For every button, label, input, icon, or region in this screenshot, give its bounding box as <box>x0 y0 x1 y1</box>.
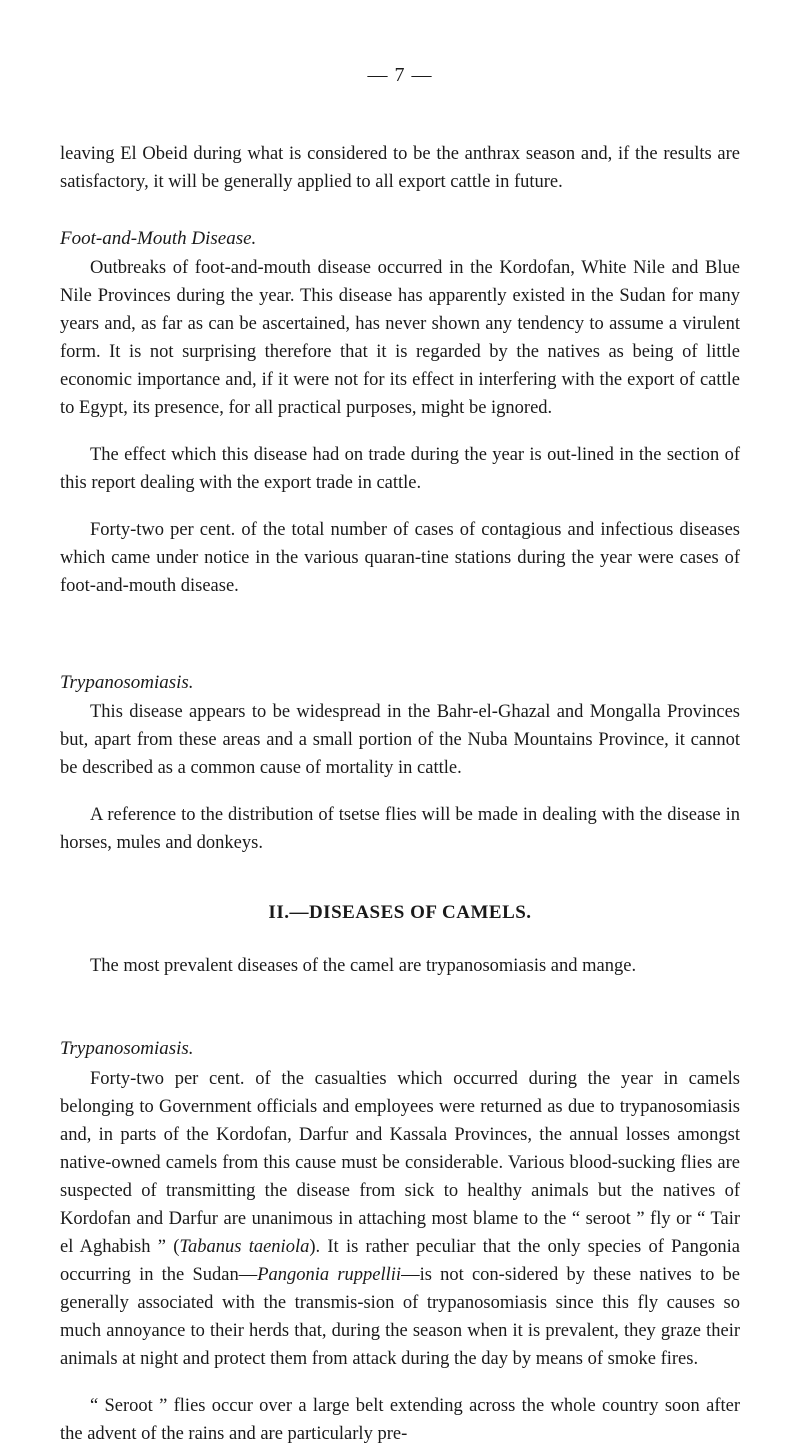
tryp-camels-text-c: —is not con-sidered by these natives to be generally associated with the transmis-sion of trypanosomiasis since this fly causes so much annoyance to their herds that, during the season when it is prevalent, they graze their animals at night and protect them from attack during the day by means of smoke fires. <box>60 1265 740 1369</box>
trypanosomiasis-cattle-heading: Trypanosomiasis. <box>60 672 194 693</box>
tryp-camels-text-a: Forty-two per cent. of the casualties which occurred during the year in camels belonging to Government officials and employees were returned as due to trypanosomiasis and, in parts of the Kordofan, Darfur and Kassala Provinces, the annual losses amongst native-owned camels from this cause must be considerable. Various blood-sucking flies are suspected of transmitting the disease from sick to healthy animals but the natives of Kordofan and Darfur are unanimous in attaching most blame to the “ seroot ” fly or “ Tair el Aghabish ” ( <box>60 1069 740 1257</box>
tryp-cattle-paragraph-1: This disease appears to be widespread in the Bahr-el-Ghazal and Mongalla Provinces but, apart from these areas and a small portion of the Nuba Mountains Province, it cannot be described as a common cause of mortality in cattle. <box>60 702 740 778</box>
fmd-paragraph-2: The effect which this disease had on trade during the year is out-lined in the section of this report dealing with the export trade in cattle. <box>60 445 740 493</box>
tryp-camels-text-b: ). It is rather peculiar that the only species of Pangonia occurring in the Sudan— <box>60 1237 740 1285</box>
intro-text: leaving El Obeid during what is considered to be the anthrax season and, if the results are satisfactory, it will be generally applied to all export cattle in future. <box>60 144 740 192</box>
fmd-heading: Foot-and-Mouth Disease. <box>60 228 257 249</box>
pangonia-name: Pangonia ruppellii <box>257 1265 402 1285</box>
intro-paragraph <box>60 140 740 196</box>
trypanosomiasis-camels-section <box>60 1065 740 1448</box>
trypanosomiasis-cattle-section <box>60 698 740 857</box>
camels-intro <box>60 952 740 980</box>
tryp-camels-paragraph-2: “ Seroot ” flies occur over a large belt extending across the whole country soon after the advent of the rains and are particularly pre- <box>60 1396 740 1444</box>
tryp-cattle-paragraph-2: A reference to the distribution of tsetse flies will be made in dealing with the disease in horses, mules and donkeys. <box>60 805 740 853</box>
fmd-paragraph-3: Forty-two per cent. of the total number of cases of contagious and infectious diseases which came under notice in the various quaran-tine stations during the year were cases of foot-and-mouth disease. <box>60 520 740 596</box>
trypanosomiasis-camels-heading: Trypanosomiasis. <box>60 1038 194 1059</box>
section-heading-camels: II.—DISEASES OF CAMELS. <box>268 902 532 923</box>
tryp-camels-paragraph-1 <box>60 1065 740 1373</box>
page-number: — 7 — <box>367 64 433 86</box>
fmd-paragraph-1: Outbreaks of foot-and-mouth disease occurred in the Kordofan, White Nile and Blue Nile Provinces during the year. This disease has apparently existed in the Sudan for many years and, as far as can be ascertained, has never shown any tendency to assume a virulent form. It is not surprising therefore that it is regarded by the natives as being of little economic importance and, if it were not for its effect in interfering with the export of cattle to Egypt, its presence, for all practical purposes, might be ignored. <box>60 258 740 418</box>
fmd-section <box>60 254 740 600</box>
tabanus-name: Tabanus taeniola <box>179 1237 310 1257</box>
camels-paragraph-1: The most prevalent diseases of the camel are trypanosomiasis and mange. <box>90 956 637 976</box>
